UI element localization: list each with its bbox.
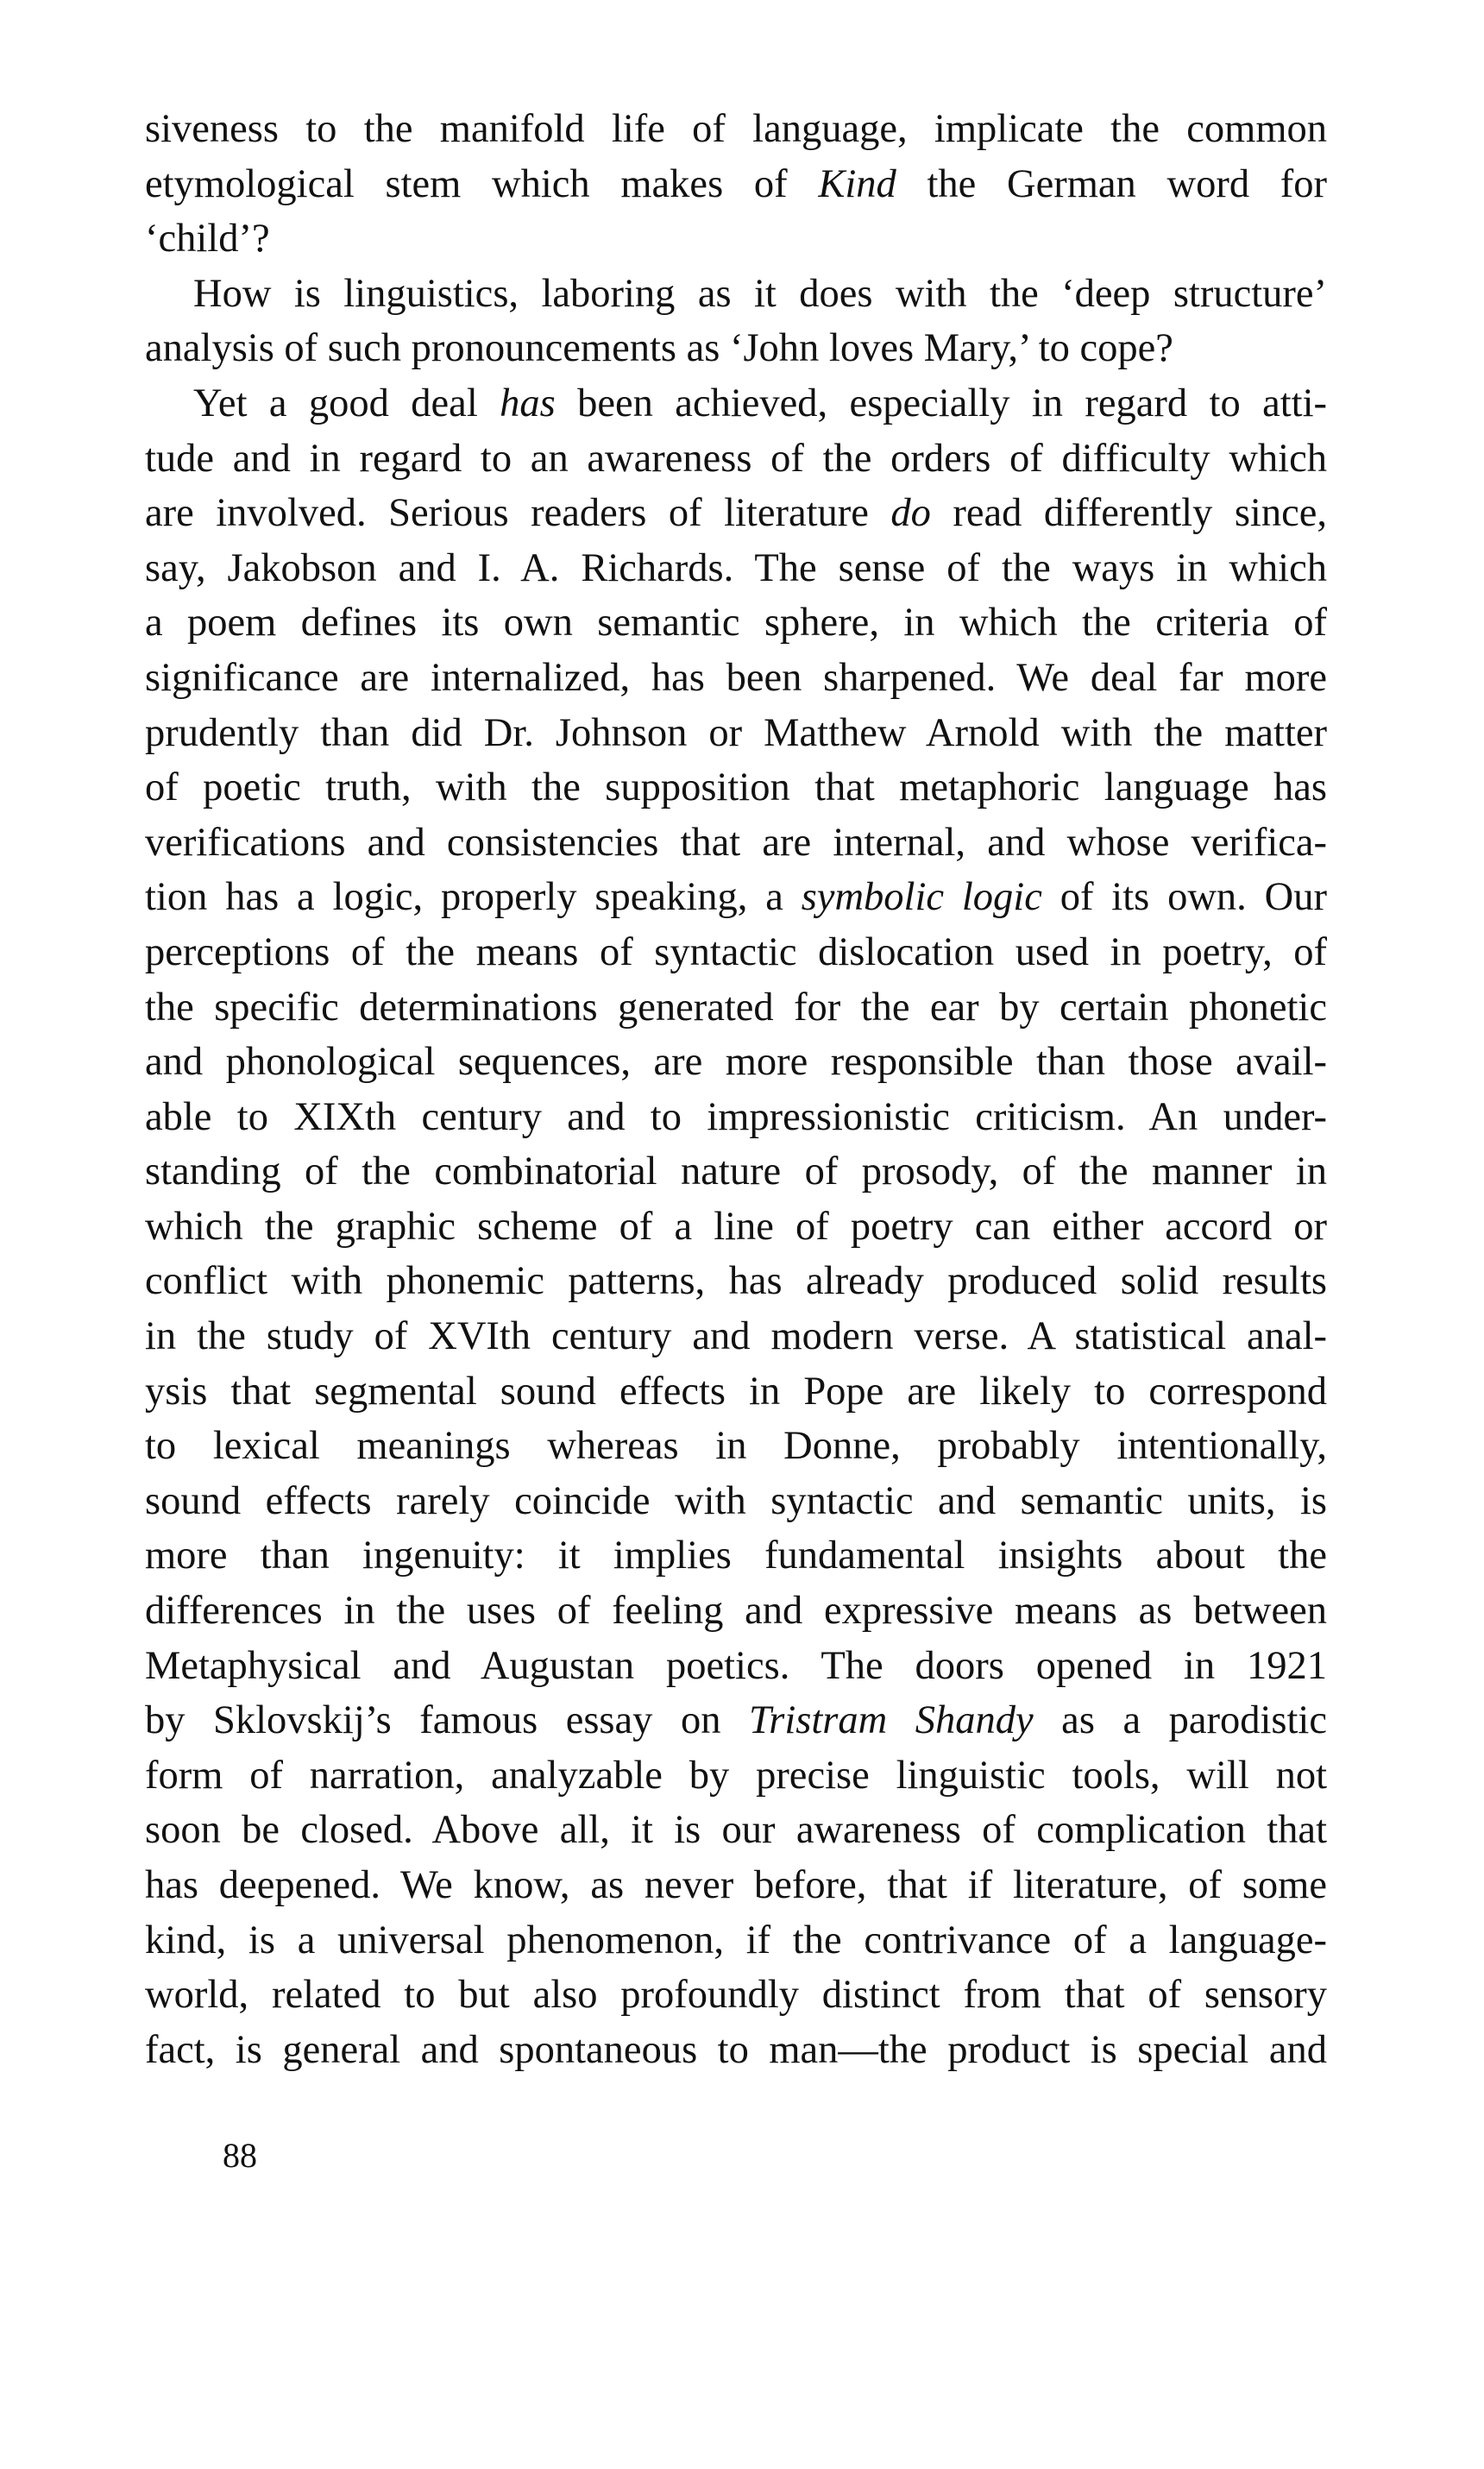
text-segment: Metaphysical and Augustan poetics. The doors opened in 1921 — [145, 1643, 1327, 1688]
text-segment: has deepened. We know, as never before, that if literature, of some — [145, 1863, 1327, 1907]
text-segment: been achieved, especially in regard to atti- — [555, 381, 1327, 425]
italic-text: symbolic logic — [801, 875, 1042, 920]
text-segment: fact, is general and spontaneous to man—the product is special and — [145, 2027, 1327, 2072]
text-segment: siveness to the manifold life of language, implicate the common — [145, 107, 1327, 151]
text-segment: differences in the uses of feeling and expressive means as between — [145, 1589, 1327, 1634]
text-segment: ‘child’? — [145, 217, 270, 261]
text-segment: as a parodistic — [1033, 1698, 1327, 1743]
text-line — [145, 431, 1327, 487]
text-segment: ysis that segmental sound effects in Pope are likely to correspond — [145, 1369, 1327, 1414]
text-segment: the German word for — [896, 161, 1327, 206]
text-line — [145, 1090, 1327, 1145]
body-text — [145, 102, 1327, 2077]
text-line — [145, 706, 1327, 761]
text-segment: significance are internalized, has been sharpened. We deal far more — [145, 655, 1327, 700]
text-segment: of its own. Our — [1041, 875, 1327, 920]
text-line — [145, 1639, 1327, 1694]
text-line — [145, 870, 1327, 925]
text-segment: read differently since, — [930, 491, 1327, 536]
text-segment: able to XIXth century and to impressionistic criticism. An under- — [145, 1094, 1327, 1139]
text-segment: and phonological sequences, are more responsible than those avail- — [145, 1040, 1327, 1085]
text-segment: in the study of XVIth century and modern verse. A statistical anal- — [145, 1314, 1327, 1359]
text-line — [145, 1528, 1327, 1584]
text-line — [145, 1035, 1327, 1090]
text-segment: Yet a good deal — [193, 381, 500, 425]
text-segment: a poem defines its own semantic sphere, in which the criteria of — [145, 601, 1327, 646]
text-segment: world, related to but also profoundly distinct from that of sensory — [145, 1973, 1327, 2018]
text-line — [145, 211, 1327, 267]
text-segment: prudently than did Dr. Johnson or Matthew Arnold with the matter — [145, 710, 1327, 755]
text-line — [145, 1803, 1327, 1858]
italic-text: do — [890, 491, 931, 536]
text-line — [145, 376, 1327, 431]
text-segment: which the graphic scheme of a line of poetry can either accord or — [145, 1204, 1327, 1249]
text-segment: perceptions of the means of syntactic dislocation used in poetry, of — [145, 929, 1327, 974]
text-segment: tude and in regard to an awareness of the orders of difficulty which — [145, 436, 1327, 481]
text-line — [145, 321, 1327, 376]
text-segment: verifications and consistencies that are internal, and whose verifica- — [145, 820, 1327, 865]
text-line — [145, 980, 1327, 1036]
text-segment: say, Jakobson and I. A. Richards. The sense of the ways in which — [145, 545, 1327, 590]
text-segment: by Sklovskij’s famous essay on — [145, 1698, 749, 1743]
text-line — [145, 816, 1327, 871]
page-number: 88 — [223, 2136, 257, 2175]
text-line — [145, 157, 1327, 212]
text-line — [145, 2023, 1327, 2078]
text-line — [145, 1254, 1327, 1309]
text-line — [145, 1913, 1327, 1968]
text-segment: of poetic truth, with the supposition that metaphoric language has — [145, 765, 1327, 810]
text-line — [145, 1419, 1327, 1474]
text-segment: conflict with phonemic patterns, has already produced solid results — [145, 1259, 1327, 1304]
text-line — [145, 1693, 1327, 1748]
text-segment: soon be closed. Above all, it is our awareness of complication that — [145, 1808, 1327, 1853]
text-line — [145, 1748, 1327, 1804]
text-line — [145, 760, 1327, 816]
text-line — [145, 541, 1327, 596]
text-segment: sound effects rarely coincide with syntactic and semantic units, is — [145, 1478, 1327, 1523]
text-line — [145, 267, 1327, 322]
text-line — [145, 1364, 1327, 1420]
text-line — [145, 925, 1327, 980]
text-segment: etymological stem which makes of — [145, 161, 819, 206]
text-line — [145, 1309, 1327, 1364]
text-line — [145, 1858, 1327, 1913]
text-line — [145, 486, 1327, 541]
text-line — [145, 1200, 1327, 1255]
text-segment: more than ingenuity: it implies fundamental insights about the — [145, 1534, 1327, 1578]
text-segment: are involved. Serious readers of literature — [145, 491, 891, 536]
italic-text: Kind — [818, 161, 896, 206]
text-line — [145, 102, 1327, 157]
text-line — [145, 595, 1327, 651]
text-line — [145, 1968, 1327, 2023]
text-line — [145, 1584, 1327, 1639]
text-segment: form of narration, analyzable by precise linguistic tools, will not — [145, 1753, 1327, 1798]
text-segment: analysis of such pronouncements as ‘John loves Mary,’ to cope? — [145, 326, 1173, 371]
text-segment: the specific determinations generated for the ear by certain phonetic — [145, 985, 1327, 1030]
italic-text: has — [500, 381, 556, 425]
italic-text: Tristram Shandy — [748, 1698, 1034, 1743]
text-segment: How is linguistics, laboring as it does with the ‘deep structure’ — [193, 271, 1327, 316]
text-line — [145, 1474, 1327, 1529]
text-segment: to lexical meanings whereas in Donne, probably intentionally, — [145, 1424, 1327, 1469]
text-line — [145, 1144, 1327, 1200]
text-segment: kind, is a universal phenomenon, if the contrivance of a language- — [145, 1918, 1327, 1962]
text-line — [145, 651, 1327, 706]
text-segment: tion has a logic, properly speaking, a — [145, 875, 802, 920]
text-segment: standing of the combinatorial nature of prosody, of the manner in — [145, 1149, 1327, 1194]
